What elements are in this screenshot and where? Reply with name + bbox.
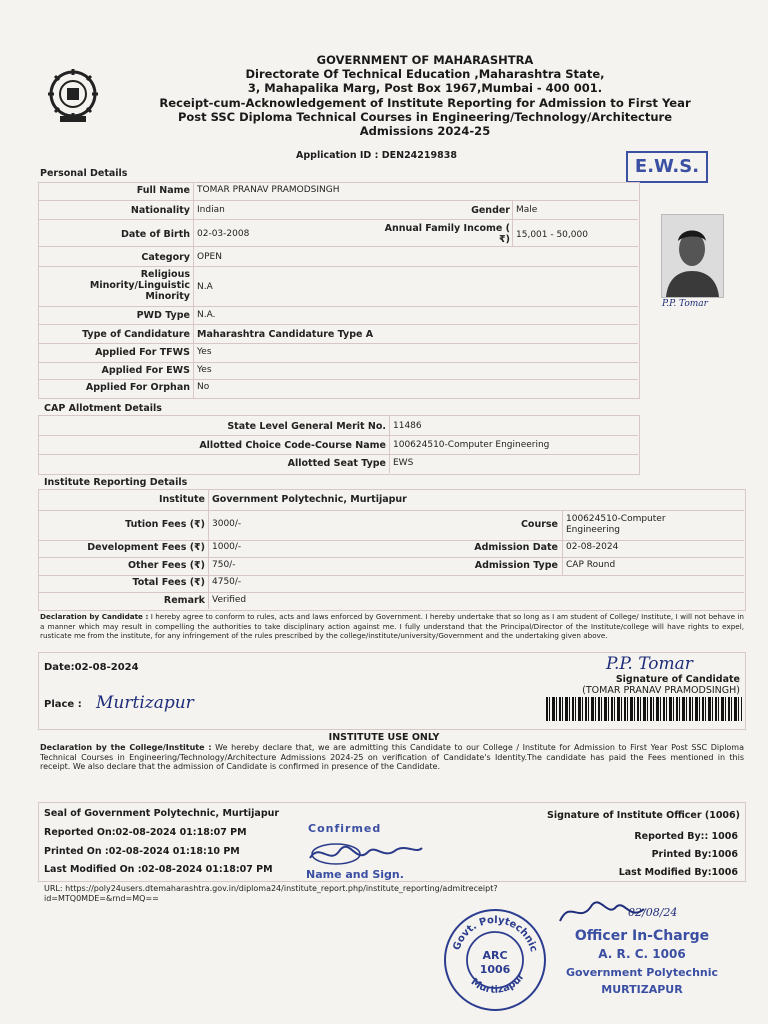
confirmed-stamp: Confirmed <box>308 822 382 835</box>
ews-label: Applied For EWS <box>101 365 190 376</box>
reported-by: Reported By:: 1006 <box>634 831 738 842</box>
gender-value: Male <box>516 205 538 215</box>
orphan-value: No <box>197 382 210 392</box>
header-line-3: 3, Mahapalika Marg, Post Box 1967,Mumbai - 400 001. <box>247 81 603 95</box>
round-seal <box>440 905 550 1015</box>
full-name-value: TOMAR PRANAV PRAMODSINGH <box>197 185 340 195</box>
admission-type-label: Admission Type <box>474 560 558 571</box>
gender-label: Gender <box>471 205 510 216</box>
officer-arc: A. R. C. 1006 <box>598 947 686 961</box>
pwd-value: N.A. <box>197 310 216 320</box>
course-label: Course <box>520 519 558 530</box>
officer-institute: Government Polytechnic <box>565 966 719 979</box>
officer-place: MURTIZAPUR <box>601 983 683 996</box>
category-value: OPEN <box>197 252 222 262</box>
dev-fees-value: 1000/- <box>212 542 242 552</box>
barcode <box>546 697 742 721</box>
seat-label: Allotted Seat Type <box>287 458 386 469</box>
institute-label: Institute <box>158 494 205 505</box>
header-line-2: Directorate Of Technical Education ,Maharashtra State, <box>245 67 605 81</box>
category-label: Category <box>141 252 190 263</box>
institute-value: Government Polytechnic, Murtijapur <box>212 494 407 505</box>
dob-value: 02-03-2008 <box>197 229 250 239</box>
seal-arc-text: ARC <box>482 949 508 962</box>
last-modified-on: Last Modified On :02-08-2024 01:18:07 PM <box>44 864 273 875</box>
nationality-label: Nationality <box>130 205 190 216</box>
remark-label: Remark <box>163 595 205 606</box>
tfws-label: Applied For TFWS <box>95 347 190 358</box>
nationality-value: Indian <box>197 205 225 215</box>
receipt-url[interactable]: URL: https://poly24users.dtemaharashtra.gov.in/diploma24/institute_report.php/institute_reporting/admitreceipt? id=MTQ0MDE=&rnd=MQ== <box>44 884 498 903</box>
photo-signature: P.P. Tomar <box>662 299 708 309</box>
seat-value: EWS <box>393 458 414 468</box>
pwd-label: PWD Type <box>136 310 190 321</box>
merit-label: State Level General Merit No. <box>227 421 386 432</box>
officer-signature-label: Signature of Institute Officer (1006) <box>547 810 740 821</box>
admission-date-label: Admission Date <box>474 542 558 553</box>
merit-value: 11486 <box>393 421 422 431</box>
choice-value: 100624510-Computer Engineering <box>393 440 550 450</box>
personal-section-title: Personal Details <box>40 168 128 179</box>
place-label: Place : <box>44 699 82 710</box>
cap-section-title: CAP Allotment Details <box>44 403 162 414</box>
ews-value: Yes <box>197 365 212 375</box>
orphan-label: Applied For Orphan <box>85 382 190 393</box>
admission-type-value: CAP Round <box>566 560 616 570</box>
candidate-date: Date:02-08-2024 <box>44 662 139 673</box>
seal-label: Seal of Government Polytechnic, Murtijapur <box>44 808 280 819</box>
ews-stamp: E.W.S. <box>626 151 708 183</box>
header-line-4: Receipt-cum-Acknowledgement of Institute Reporting for Admission to First Year <box>159 96 691 110</box>
candidate-declaration: Declaration by Candidate : I hereby agree to conform to rules, acts and laws enforced by Government. I hereby undertake that so long as I am student of College/ Institute, I will not behave in a manner which may result in compelling the authorities to take disciplinary action against me. I fully understand that the Principal/Director of the Institute/college will have rights to expel, rusticate me from the institute, for any infringement of the rules prescribed by the college/institute/university/Government and the undertaking given above. <box>40 612 744 640</box>
candidate-photo <box>661 214 724 298</box>
officer-incharge: Officer In-Charge <box>574 928 710 944</box>
application-id: Application ID : DEN24219838 <box>296 150 457 161</box>
officer-sign-date: 02/08/24 <box>628 906 678 919</box>
header-line-1: GOVERNMENT OF MAHARASHTRA <box>316 53 534 67</box>
header-line-5: Post SSC Diploma Technical Courses in Engineering/Technology/Architecture <box>177 110 673 124</box>
header-line-6: Admissions 2024-25 <box>359 124 491 138</box>
printed-on: Printed On :02-08-2024 01:18:10 PM <box>44 846 240 857</box>
total-fees-label: Total Fees (₹) <box>132 577 205 588</box>
seal-num-text: 1006 <box>479 963 511 976</box>
institute-declaration: Declaration by the College/Institute : We hereby declare that, we are admitting this Candidate to our College / Institute for Admission to First Year Post SSC Diploma Technical Courses in Engineering/Technology/Architecture Admissions 2024-25 on verification of Candidate's Identity.The candidate has paid the Fees mentioned in this receipt. We also declare that the admission of Candidate is confirmed in presence of the Candidate. <box>40 743 745 771</box>
income-label: Annual Family Income ( ₹) <box>384 223 510 245</box>
seal-top-text: Govt. Polytechnic <box>451 914 539 954</box>
remark-value: Verified <box>212 595 247 605</box>
tution-value: 3000/- <box>212 519 242 529</box>
income-value: 15,001 - 50,000 <box>516 230 588 240</box>
other-fees-value: 750/- <box>212 560 236 570</box>
full-name-label: Full Name <box>136 185 190 196</box>
institute-section-title: Institute Reporting Details <box>44 477 188 488</box>
tution-label: Tution Fees (₹) <box>125 519 205 530</box>
candidate-name-sign: (TOMAR PRANAV PRAMODSINGH) <box>582 685 740 696</box>
confirm-signature <box>306 838 426 868</box>
dob-label: Date of Birth <box>120 229 190 240</box>
candidate-signature-label: Signature of Candidate <box>615 674 740 685</box>
minority-label: Religious Minority/Linguistic Minority <box>89 269 190 302</box>
choice-label: Allotted Choice Code-Course Name <box>199 440 386 451</box>
candidate-signature-hand: P.P. Tomar <box>606 654 693 674</box>
dev-fees-label: Development Fees (₹) <box>87 542 205 553</box>
other-fees-label: Other Fees (₹) <box>127 560 205 571</box>
emblem-logo <box>46 66 100 124</box>
admission-date-value: 02-08-2024 <box>566 542 619 552</box>
minority-value: N.A <box>197 282 213 292</box>
last-modified-by: Last Modified By:1006 <box>618 867 738 878</box>
reported-on: Reported On:02-08-2024 01:18:07 PM <box>44 827 247 838</box>
course-value: 100624510-Computer Engineering <box>566 514 666 535</box>
tfws-value: Yes <box>197 347 212 357</box>
institute-use-title: INSTITUTE USE ONLY <box>328 732 440 743</box>
seal-bottom-text: Murtizapur <box>468 971 527 996</box>
total-fees-value: 4750/- <box>212 577 242 587</box>
place-handwritten: Murtizapur <box>96 693 194 713</box>
printed-by: Printed By:1006 <box>651 849 738 860</box>
candidature-label: Type of Candidature <box>82 329 190 340</box>
candidature-value: Maharashtra Candidature Type A <box>197 329 374 340</box>
name-and-sign: Name and Sign. <box>306 868 404 881</box>
